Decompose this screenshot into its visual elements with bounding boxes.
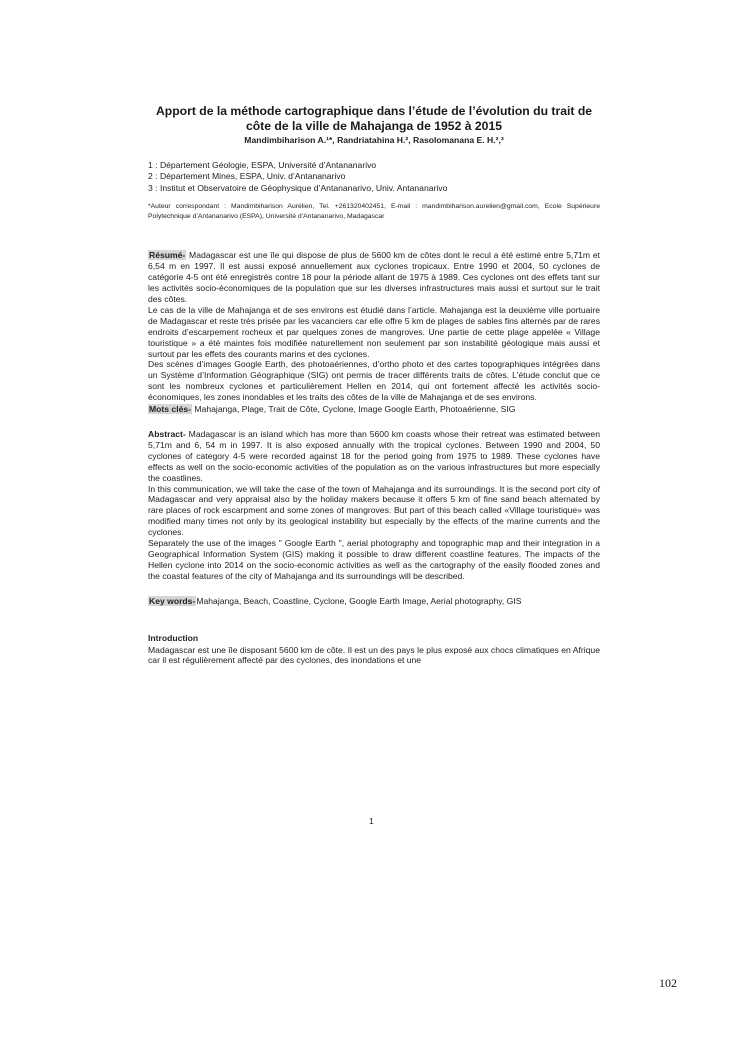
affiliation-1: 1 : Département Géologie, ESPA, Université d’Antananarivo bbox=[148, 160, 377, 170]
keywords-fr bbox=[148, 404, 600, 415]
authors-line: Mandimbiharison A.¹*, Randriatahina H.², Rasolomanana E. H.²,³ bbox=[244, 135, 504, 145]
keywords-en bbox=[148, 596, 600, 607]
resume-text-1: Madagascar est une île qui dispose de plus de 5600 km de côtes dont le recul a été estimé entre 5,71m et 6,54 m en 1997. Il est aussi exposé annuellement aux cyclones tropicaux. Entre 1990 et 2004, 50 cyclones de catégorie 4-5 ont été enregistrés contre 18 pour la période allant de 1975 à 1989. Ces cyclones ont des effets tant sur les activités socio-économiques de la population que sur les diverses infrastructures mais aussi et surtout sur le trait des côtes. bbox=[148, 250, 600, 305]
paper-title: Apport de la méthode cartographique dans l’étude de l’évolution du trait de côte de la ville de Mahajanga de 1952 à 2015 bbox=[155, 104, 593, 133]
keywords-en-text: Mahajanga, Beach, Coastline, Cyclone, Google Earth Image, Aerial photography, GIS bbox=[196, 595, 522, 606]
inner-page-number: 1 bbox=[369, 816, 374, 826]
page-number: 102 bbox=[659, 976, 677, 990]
abstract-label: Abstract- bbox=[148, 429, 186, 439]
keywords-en-label: Key words- bbox=[149, 595, 196, 606]
resume-section bbox=[148, 250, 600, 403]
resume-label: Résumé- bbox=[149, 250, 186, 261]
resume-paragraph-3: Des scènes d’images Google Earth, des photoaériennes, d’ortho photo et des cartes topographiques intégrées dans un Système d’Information Géographique (SIG) ont permis de tracer différents traits de côtes. L’étude conclut que ce sont les nombreux cyclones et particulièrement Hellen en 2014, qui ont fortement affecté les activités socio-économiques, les zones inondables et les traits des côtes de la ville de Mahajanga et de ses environs. bbox=[148, 359, 600, 403]
affiliation-2: 2 : Département Mines, ESPA, Univ. d’Antananarivo bbox=[148, 171, 346, 182]
abstract-paragraph-2: In this communication, we will take the case of the town of Mahajanga and its surroundings. It is the second port city of Madagascar and very appraisal also by the holiday makers because it offers 5 km of fine sand beach alternated by rare places of rock escarpment and some zones of mangroves. But part of this beach called «Village touristique» was modified many times not only by its geological instability but especially by the effects of the marine currents and the cyclones. bbox=[148, 483, 600, 538]
resume-paragraph-1 bbox=[148, 250, 600, 305]
abstract-section bbox=[148, 429, 600, 582]
keywords-fr-text: Mahajanga, Plage, Trait de Côte, Cyclone, Image Google Earth, Photoaérienne, SIG bbox=[192, 404, 516, 415]
abstract-paragraph-3: Separately the use of the images " Google Earth ", aerial photography and topographic map and their integration in a Geographical Information System (GIS) making it possible to draw different coastline features. The impacts of the Hellen cyclone into 2014 on the socio-economic activities as well as the cartography of the easily flooded zones and the coastal features of the city of Mahajanga and its surroundings will be described. bbox=[148, 538, 600, 581]
paper-content bbox=[148, 104, 600, 666]
keywords-fr-label: Mots clés- bbox=[149, 404, 192, 415]
introduction-text: Madagascar est une île disposant 5600 km de côte. Il est un des pays le plus exposé aux chocs climatiques en Afrique car il est régulièrement affecté par des cyclones, des inondations et une bbox=[148, 644, 600, 666]
affiliations bbox=[148, 160, 600, 194]
corresponding-author: *Auteur correspondant : Mandimbiharison Aurélien, Tel. +261320402451, E-mail : mandimbiharison.aurelien@gmail.com, Ecole Supérieure Polytechnique d’Antananarivo (ESPA), Université d’Antananarivo, Madagascar bbox=[148, 203, 600, 220]
abstract-paragraph-1 bbox=[148, 429, 600, 484]
affiliation-3: 3 : Institut et Observatoire de Géophysique d’Antananarivo, Univ. Antananarivo bbox=[148, 182, 448, 193]
introduction-heading: Introduction bbox=[148, 632, 199, 643]
resume-paragraph-2: Le cas de la ville de Mahajanga et de ses environs est étudié dans l’article. Mahajanga est la deuxième ville portuaire de Madagascar et reste très prisée par les vacanciers car elle offre 5 km de plages de sables fins alternés par de rares endroits d’escarpement rocheux et par quelques zones de mangroves. Une partie de cette plage appelée « Village touristique » a été maintes fois modifiée naturellement non seulement par son instabilité géologique mais aussi et surtout par les effets des courants marins et des cyclones. bbox=[148, 304, 600, 359]
abstract-text-1: Madagascar is an island which has more than 5600 km coasts whose their retreat was estimated between 5,71m and 6, 54 m in 1997. It is also exposed annually with the tropical cyclones. Between 1990 and 2004, 50 cyclones of category 4-5 were recorded against 18 for the period going from 1975 to 1989. These cyclones have effects as well on the socio-economic activities of the population as on the various infrastructures but more especially the coastlines. bbox=[148, 429, 600, 483]
